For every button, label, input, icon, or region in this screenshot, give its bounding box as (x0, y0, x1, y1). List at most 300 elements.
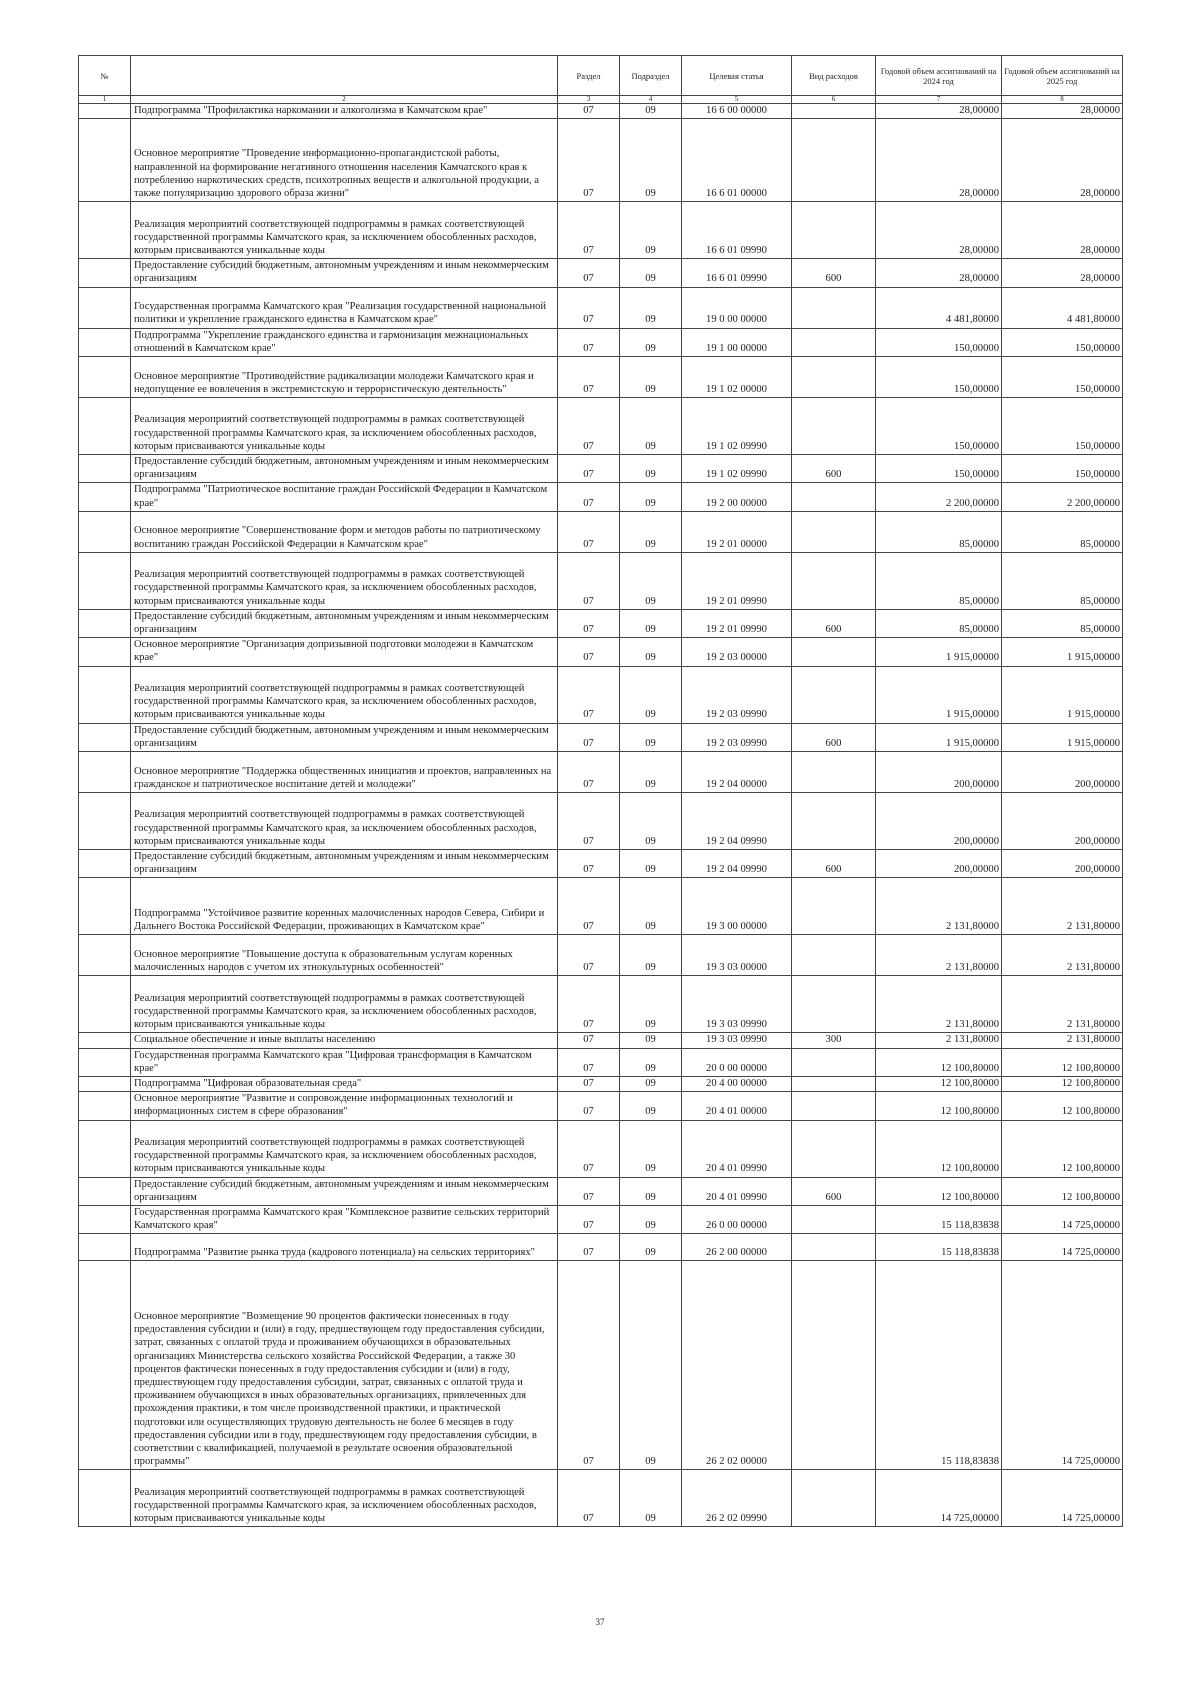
row-razdel: 07 (558, 398, 620, 455)
row-razdel: 07 (558, 119, 620, 202)
row-volume-2024: 200,00000 (876, 752, 1002, 793)
row-razdel: 07 (558, 287, 620, 328)
row-number (79, 357, 131, 398)
row-volume-2025: 150,00000 (1002, 357, 1123, 398)
column-number: 3 (558, 96, 620, 104)
header-number: № (79, 56, 131, 96)
row-volume-2024: 150,00000 (876, 357, 1002, 398)
row-target-article: 16 6 01 09990 (682, 202, 792, 259)
row-razdel: 07 (558, 328, 620, 356)
row-name: Предоставление субсидий бюджетным, автономным учреждениям и иным некоммерческим организациям (131, 259, 558, 287)
row-number (79, 552, 131, 609)
row-volume-2024: 2 131,80000 (876, 1033, 1002, 1048)
table-row (79, 552, 1123, 609)
row-target-article: 20 4 01 09990 (682, 1177, 792, 1205)
row-name: Основное мероприятие "Развитие и сопровождение информационных технологий и информационных систем в сфере образования" (131, 1092, 558, 1120)
header-target-article: Целевая статья (682, 56, 792, 96)
row-target-article: 19 1 02 09990 (682, 398, 792, 455)
row-name: Основное мероприятие "Проведение информационно-пропагандистской работы, направленной на формирование негативного отношения населения Камчатского края к потреблению наркотических средств, психотропных веществ и алкогольной продукции, а также популяризацию здорового образа жизни" (131, 119, 558, 202)
row-volume-2024: 28,00000 (876, 202, 1002, 259)
row-number (79, 1033, 131, 1048)
table-row (79, 119, 1123, 202)
row-volume-2025: 28,00000 (1002, 202, 1123, 259)
row-razdel: 07 (558, 1261, 620, 1470)
row-expense-type (792, 1470, 876, 1527)
row-target-article: 19 3 03 00000 (682, 935, 792, 976)
row-expense-type (792, 552, 876, 609)
row-volume-2025: 1 915,00000 (1002, 638, 1123, 666)
row-expense-type (792, 1234, 876, 1261)
row-razdel: 07 (558, 976, 620, 1033)
row-name: Основное мероприятие "Повышение доступа к образовательным услугам коренных малочисленных народов с учетом их этнокультурных особенностей" (131, 935, 558, 976)
row-volume-2025: 2 131,80000 (1002, 935, 1123, 976)
row-podrazdel: 09 (620, 455, 682, 483)
row-volume-2025: 14 725,00000 (1002, 1206, 1123, 1234)
row-name: Реализация мероприятий соответствующей подпрограммы в рамках соответствующей государственной программы Камчатского края, за исключением обособленных расходов, которым присваиваются уникальные коды (131, 1470, 558, 1527)
row-number (79, 104, 131, 119)
row-expense-type (792, 976, 876, 1033)
row-volume-2025: 12 100,80000 (1002, 1120, 1123, 1177)
table-row (79, 666, 1123, 723)
row-volume-2025: 14 725,00000 (1002, 1261, 1123, 1470)
row-razdel: 07 (558, 202, 620, 259)
row-expense-type (792, 935, 876, 976)
row-podrazdel: 09 (620, 1092, 682, 1120)
row-number (79, 1092, 131, 1120)
row-number (79, 793, 131, 850)
header-volume-2025: Годовой объем ассигнований на 2025 год (1002, 56, 1123, 96)
column-number-row (79, 96, 1123, 104)
row-expense-type (792, 793, 876, 850)
row-razdel: 07 (558, 752, 620, 793)
row-name: Подпрограмма "Профилактика наркомании и алкоголизма в Камчатском крае" (131, 104, 558, 119)
row-razdel: 07 (558, 850, 620, 878)
row-number (79, 1120, 131, 1177)
row-expense-type (792, 328, 876, 356)
row-number (79, 935, 131, 976)
row-volume-2025: 12 100,80000 (1002, 1092, 1123, 1120)
table-row (79, 398, 1123, 455)
row-razdel: 07 (558, 1234, 620, 1261)
row-podrazdel: 09 (620, 357, 682, 398)
row-podrazdel: 09 (620, 850, 682, 878)
table-header (79, 56, 1123, 104)
row-podrazdel: 09 (620, 752, 682, 793)
row-razdel: 07 (558, 1177, 620, 1205)
table-row (79, 976, 1123, 1033)
row-volume-2025: 14 725,00000 (1002, 1234, 1123, 1261)
row-volume-2025: 2 131,80000 (1002, 1033, 1123, 1048)
table-row (79, 935, 1123, 976)
row-podrazdel: 09 (620, 1234, 682, 1261)
table-row (79, 511, 1123, 552)
row-podrazdel: 09 (620, 287, 682, 328)
row-volume-2025: 1 915,00000 (1002, 666, 1123, 723)
row-expense-type: 600 (792, 609, 876, 637)
row-number (79, 287, 131, 328)
row-volume-2024: 4 481,80000 (876, 287, 1002, 328)
row-number (79, 878, 131, 935)
row-podrazdel: 09 (620, 935, 682, 976)
row-podrazdel: 09 (620, 1077, 682, 1092)
row-target-article: 26 2 02 00000 (682, 1261, 792, 1470)
table-row (79, 104, 1123, 119)
row-name: Государственная программа Камчатского края "Комплексное развитие сельских территорий Камчатского края" (131, 1206, 558, 1234)
row-expense-type (792, 202, 876, 259)
header-razdel: Раздел (558, 56, 620, 96)
row-razdel: 07 (558, 357, 620, 398)
row-razdel: 07 (558, 483, 620, 511)
column-number: 8 (1002, 96, 1123, 104)
table-row (79, 1048, 1123, 1076)
row-volume-2025: 85,00000 (1002, 552, 1123, 609)
row-razdel: 07 (558, 638, 620, 666)
row-expense-type (792, 119, 876, 202)
column-number: 7 (876, 96, 1002, 104)
row-podrazdel: 09 (620, 1206, 682, 1234)
row-target-article: 26 2 00 00000 (682, 1234, 792, 1261)
table-row (79, 1077, 1123, 1092)
row-expense-type (792, 752, 876, 793)
table-row (79, 483, 1123, 511)
column-number: 5 (682, 96, 792, 104)
row-name: Основное мероприятие "Поддержка общественных инициатив и проектов, направленных на гражданское и патриотическое воспитание детей и молодежи" (131, 752, 558, 793)
row-razdel: 07 (558, 1470, 620, 1527)
table-row (79, 609, 1123, 637)
row-target-article: 19 2 01 00000 (682, 511, 792, 552)
row-name: Реализация мероприятий соответствующей подпрограммы в рамках соответствующей государственной программы Камчатского края, за исключением обособленных расходов, которым присваиваются уникальные коды (131, 666, 558, 723)
row-volume-2025: 12 100,80000 (1002, 1048, 1123, 1076)
row-expense-type (792, 878, 876, 935)
row-target-article: 16 6 00 00000 (682, 104, 792, 119)
row-volume-2025: 4 481,80000 (1002, 287, 1123, 328)
row-podrazdel: 09 (620, 202, 682, 259)
row-name: Основное мероприятие "Возмещение 90 процентов фактически понесенных в году предоставления субсидии и (или) в году, предшествующем году предоставления субсидии, затрат, связанных с оплатой труда и проживанием обучающихся в образовательных организациях Министерства сельского хозяйства Российской Федерации, а также 30 процентов фактически понесенных в году предоставления субсидии и (или) в году, предшествующем году предоставления субсидии, затрат, связанных с оплатой труда и проживанием обучающихся в иных образовательных организациях, привлеченных для прохождения практики, в том числе производственной практики, и практической подготовки или осуществляющих трудовую деятельность не более 6 месяцев в году предоставления субсидии или в году, предшествующем году предоставления субсидии, в соответствии с квалификацией, получаемой в результате освоения образовательной программы" (131, 1261, 558, 1470)
table-row (79, 1234, 1123, 1261)
row-razdel: 07 (558, 511, 620, 552)
row-expense-type (792, 357, 876, 398)
row-expense-type: 600 (792, 455, 876, 483)
row-volume-2024: 2 200,00000 (876, 483, 1002, 511)
row-name: Основное мероприятие "Противодействие радикализации молодежи Камчатского края и недопущение ее вовлечения в экстремистскую и террористическую деятельность" (131, 357, 558, 398)
row-target-article: 26 2 02 09990 (682, 1470, 792, 1527)
row-target-article: 19 2 03 09990 (682, 723, 792, 751)
row-razdel: 07 (558, 1120, 620, 1177)
row-razdel: 07 (558, 1033, 620, 1048)
table-row (79, 793, 1123, 850)
row-number (79, 119, 131, 202)
table-row (79, 752, 1123, 793)
row-podrazdel: 09 (620, 1470, 682, 1527)
row-volume-2025: 1 915,00000 (1002, 723, 1123, 751)
row-name: Государственная программа Камчатского края "Цифровая трансформация в Камчатском крае" (131, 1048, 558, 1076)
row-name: Реализация мероприятий соответствующей подпрограммы в рамках соответствующей государственной программы Камчатского края, за исключением обособленных расходов, которым присваиваются уникальные коды (131, 552, 558, 609)
row-expense-type (792, 1077, 876, 1092)
row-razdel: 07 (558, 455, 620, 483)
header-volume-2024: Годовой объем ассигнований на 2024 год (876, 56, 1002, 96)
row-expense-type (792, 1120, 876, 1177)
row-volume-2024: 28,00000 (876, 104, 1002, 119)
row-target-article: 16 6 01 00000 (682, 119, 792, 202)
column-number: 1 (79, 96, 131, 104)
row-volume-2024: 14 725,00000 (876, 1470, 1002, 1527)
row-name: Подпрограмма "Цифровая образовательная среда" (131, 1077, 558, 1092)
row-name: Социальное обеспечение и иные выплаты населению (131, 1033, 558, 1048)
row-number (79, 1077, 131, 1092)
header-expense-type: Вид расходов (792, 56, 876, 96)
row-number (79, 511, 131, 552)
row-expense-type (792, 1048, 876, 1076)
table-row (79, 638, 1123, 666)
table-body (79, 104, 1123, 1527)
row-volume-2024: 2 131,80000 (876, 976, 1002, 1033)
row-expense-type (792, 511, 876, 552)
row-name: Подпрограмма "Патриотическое воспитание граждан Российской Федерации в Камчатском крае" (131, 483, 558, 511)
row-expense-type (792, 1092, 876, 1120)
row-number (79, 850, 131, 878)
row-target-article: 19 3 03 09990 (682, 976, 792, 1033)
row-number (79, 202, 131, 259)
row-expense-type: 600 (792, 259, 876, 287)
row-number (79, 1234, 131, 1261)
row-volume-2024: 200,00000 (876, 793, 1002, 850)
row-razdel: 07 (558, 878, 620, 935)
row-number (79, 752, 131, 793)
row-name: Предоставление субсидий бюджетным, автономным учреждениям и иным некоммерческим организациям (131, 850, 558, 878)
row-expense-type (792, 398, 876, 455)
row-volume-2024: 2 131,80000 (876, 935, 1002, 976)
row-volume-2025: 28,00000 (1002, 259, 1123, 287)
row-volume-2024: 15 118,83838 (876, 1234, 1002, 1261)
row-volume-2024: 1 915,00000 (876, 638, 1002, 666)
page-number: 37 (595, 1617, 605, 1627)
row-volume-2025: 85,00000 (1002, 511, 1123, 552)
row-target-article: 20 4 01 00000 (682, 1092, 792, 1120)
row-target-article: 20 4 00 00000 (682, 1077, 792, 1092)
row-target-article: 19 3 03 09990 (682, 1033, 792, 1048)
row-volume-2024: 85,00000 (876, 552, 1002, 609)
row-target-article: 19 2 03 00000 (682, 638, 792, 666)
row-name: Предоставление субсидий бюджетным, автономным учреждениям и иным некоммерческим организациям (131, 609, 558, 637)
row-name: Подпрограмма "Устойчивое развитие коренных малочисленных народов Севера, Сибири и Дальнего Востока Российской Федерации, проживающих в Камчатском крае" (131, 878, 558, 935)
row-number (79, 1206, 131, 1234)
header-podrazdel: Подраздел (620, 56, 682, 96)
row-podrazdel: 09 (620, 1177, 682, 1205)
row-expense-type (792, 1206, 876, 1234)
table-row (79, 202, 1123, 259)
row-razdel: 07 (558, 1206, 620, 1234)
row-podrazdel: 09 (620, 666, 682, 723)
row-podrazdel: 09 (620, 483, 682, 511)
row-volume-2024: 2 131,80000 (876, 878, 1002, 935)
column-number: 6 (792, 96, 876, 104)
row-target-article: 19 2 04 00000 (682, 752, 792, 793)
row-volume-2024: 12 100,80000 (876, 1092, 1002, 1120)
row-volume-2024: 1 915,00000 (876, 666, 1002, 723)
row-name: Предоставление субсидий бюджетным, автономным учреждениям и иным некоммерческим организациям (131, 455, 558, 483)
row-volume-2024: 15 118,83838 (876, 1206, 1002, 1234)
row-expense-type (792, 104, 876, 119)
row-expense-type (792, 638, 876, 666)
row-target-article: 26 0 00 00000 (682, 1206, 792, 1234)
row-volume-2024: 28,00000 (876, 119, 1002, 202)
row-target-article: 19 2 04 09990 (682, 793, 792, 850)
row-razdel: 07 (558, 1092, 620, 1120)
row-number (79, 976, 131, 1033)
row-target-article: 19 2 03 09990 (682, 666, 792, 723)
row-razdel: 07 (558, 1077, 620, 1092)
row-number (79, 1470, 131, 1527)
row-razdel: 07 (558, 793, 620, 850)
table-row (79, 1120, 1123, 1177)
row-razdel: 07 (558, 666, 620, 723)
row-number (79, 455, 131, 483)
budget-table-container (78, 55, 1122, 1527)
row-podrazdel: 09 (620, 104, 682, 119)
table-row (79, 287, 1123, 328)
row-volume-2025: 150,00000 (1002, 328, 1123, 356)
row-volume-2025: 28,00000 (1002, 104, 1123, 119)
row-razdel: 07 (558, 723, 620, 751)
row-volume-2025: 150,00000 (1002, 455, 1123, 483)
row-volume-2024: 150,00000 (876, 455, 1002, 483)
row-podrazdel: 09 (620, 793, 682, 850)
row-number (79, 1261, 131, 1470)
column-number: 2 (131, 96, 558, 104)
row-volume-2024: 1 915,00000 (876, 723, 1002, 751)
row-razdel: 07 (558, 259, 620, 287)
row-name: Подпрограмма "Развитие рынка труда (кадрового потенциала) на сельских территориях" (131, 1234, 558, 1261)
row-volume-2024: 12 100,80000 (876, 1048, 1002, 1076)
row-podrazdel: 09 (620, 511, 682, 552)
budget-table (78, 55, 1123, 1527)
table-row (79, 259, 1123, 287)
row-volume-2025: 2 131,80000 (1002, 976, 1123, 1033)
row-target-article: 19 3 00 00000 (682, 878, 792, 935)
row-expense-type (792, 483, 876, 511)
row-podrazdel: 09 (620, 398, 682, 455)
row-podrazdel: 09 (620, 878, 682, 935)
table-row (79, 357, 1123, 398)
table-row (79, 1092, 1123, 1120)
row-name: Реализация мероприятий соответствующей подпрограммы в рамках соответствующей государственной программы Камчатского края, за исключением обособленных расходов, которым присваиваются уникальные коды (131, 202, 558, 259)
row-razdel: 07 (558, 609, 620, 637)
row-name: Предоставление субсидий бюджетным, автономным учреждениям и иным некоммерческим организациям (131, 1177, 558, 1205)
table-row (79, 878, 1123, 935)
row-target-article: 19 1 02 09990 (682, 455, 792, 483)
row-podrazdel: 09 (620, 552, 682, 609)
table-row (79, 1177, 1123, 1205)
row-podrazdel: 09 (620, 1048, 682, 1076)
row-name: Реализация мероприятий соответствующей подпрограммы в рамках соответствующей государственной программы Камчатского края, за исключением обособленных расходов, которым присваиваются уникальные коды (131, 398, 558, 455)
row-volume-2025: 85,00000 (1002, 609, 1123, 637)
table-row (79, 1206, 1123, 1234)
row-podrazdel: 09 (620, 119, 682, 202)
row-number (79, 638, 131, 666)
row-podrazdel: 09 (620, 723, 682, 751)
row-number (79, 1177, 131, 1205)
row-volume-2024: 85,00000 (876, 511, 1002, 552)
row-podrazdel: 09 (620, 609, 682, 637)
row-target-article: 19 2 01 09990 (682, 552, 792, 609)
row-volume-2024: 200,00000 (876, 850, 1002, 878)
row-volume-2025: 2 200,00000 (1002, 483, 1123, 511)
row-podrazdel: 09 (620, 1120, 682, 1177)
row-podrazdel: 09 (620, 328, 682, 356)
row-target-article: 19 2 04 09990 (682, 850, 792, 878)
row-number (79, 723, 131, 751)
row-name: Государственная программа Камчатского края "Реализация государственной национальной политики и укрепление гражданского единства в Камчатском крае" (131, 287, 558, 328)
row-razdel: 07 (558, 935, 620, 976)
row-podrazdel: 09 (620, 976, 682, 1033)
row-volume-2025: 2 131,80000 (1002, 878, 1123, 935)
row-podrazdel: 09 (620, 259, 682, 287)
row-expense-type (792, 666, 876, 723)
row-volume-2024: 15 118,83838 (876, 1261, 1002, 1470)
row-expense-type: 600 (792, 723, 876, 751)
row-target-article: 19 1 00 00000 (682, 328, 792, 356)
row-volume-2025: 12 100,80000 (1002, 1177, 1123, 1205)
row-target-article: 19 2 01 09990 (682, 609, 792, 637)
row-number (79, 1048, 131, 1076)
row-number (79, 259, 131, 287)
row-name: Основное мероприятие "Совершенствование форм и методов работы по патриотическому воспитанию граждан Российской Федерации в Камчатском крае" (131, 511, 558, 552)
row-volume-2024: 12 100,80000 (876, 1077, 1002, 1092)
row-number (79, 666, 131, 723)
row-expense-type (792, 287, 876, 328)
header-row (79, 56, 1123, 96)
row-name: Реализация мероприятий соответствующей подпрограммы в рамках соответствующей государственной программы Камчатского края, за исключением обособленных расходов, которым присваиваются уникальные коды (131, 793, 558, 850)
table-row (79, 328, 1123, 356)
row-target-article: 16 6 01 09990 (682, 259, 792, 287)
row-volume-2025: 14 725,00000 (1002, 1470, 1123, 1527)
row-name: Подпрограмма "Укрепление гражданского единства и гармонизация межнациональных отношений в Камчатском крае" (131, 328, 558, 356)
row-number (79, 609, 131, 637)
table-row (79, 1033, 1123, 1048)
row-volume-2025: 150,00000 (1002, 398, 1123, 455)
row-name: Основное мероприятие "Организация допризывной подготовки молодежи в Камчатском крае" (131, 638, 558, 666)
table-row (79, 455, 1123, 483)
row-target-article: 20 4 01 09990 (682, 1120, 792, 1177)
row-name: Реализация мероприятий соответствующей подпрограммы в рамках соответствующей государственной программы Камчатского края, за исключением обособленных расходов, которым присваиваются уникальные коды (131, 976, 558, 1033)
row-razdel: 07 (558, 104, 620, 119)
row-volume-2025: 200,00000 (1002, 850, 1123, 878)
row-target-article: 19 0 00 00000 (682, 287, 792, 328)
row-podrazdel: 09 (620, 1261, 682, 1470)
row-razdel: 07 (558, 552, 620, 609)
row-number (79, 483, 131, 511)
row-volume-2024: 150,00000 (876, 328, 1002, 356)
table-row (79, 850, 1123, 878)
row-volume-2024: 28,00000 (876, 259, 1002, 287)
row-podrazdel: 09 (620, 1033, 682, 1048)
row-podrazdel: 09 (620, 638, 682, 666)
row-number (79, 398, 131, 455)
table-row (79, 1261, 1123, 1470)
row-volume-2024: 12 100,80000 (876, 1120, 1002, 1177)
row-expense-type: 600 (792, 850, 876, 878)
row-expense-type: 600 (792, 1177, 876, 1205)
row-target-article: 19 1 02 00000 (682, 357, 792, 398)
row-volume-2024: 85,00000 (876, 609, 1002, 637)
row-target-article: 19 2 00 00000 (682, 483, 792, 511)
row-razdel: 07 (558, 1048, 620, 1076)
row-number (79, 328, 131, 356)
row-volume-2024: 150,00000 (876, 398, 1002, 455)
header-name (131, 56, 558, 96)
row-volume-2025: 12 100,80000 (1002, 1077, 1123, 1092)
row-volume-2025: 200,00000 (1002, 793, 1123, 850)
